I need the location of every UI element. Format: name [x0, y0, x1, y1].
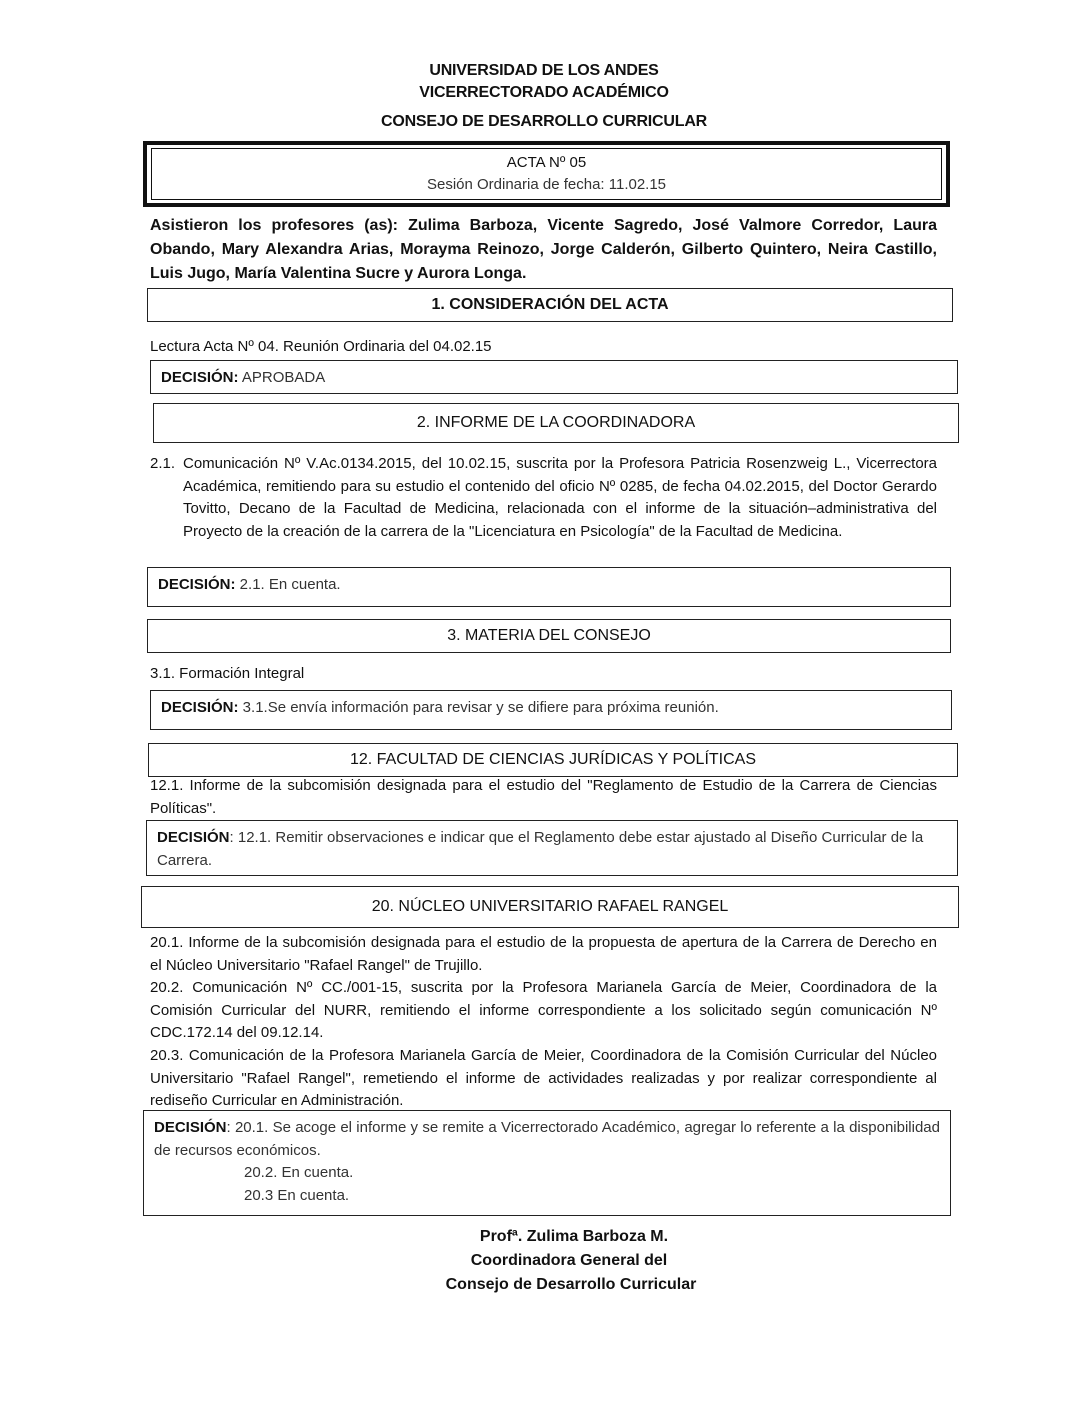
- decision-text: 2.1. En cuenta.: [235, 576, 341, 593]
- section-1-heading: 1. CONSIDERACIÓN DEL ACTA: [147, 288, 953, 322]
- section-3-heading: 3. MATERIA DEL CONSEJO: [147, 619, 951, 653]
- decision-line-2: 20.2. En cuenta.: [244, 1164, 354, 1181]
- decision-text: : 12.1. Remitir observaciones e indicar que el Reglamento debe estar ajustado al Diseño Curricular de la Carrera.: [157, 829, 924, 869]
- section-20-item-2: 20.2. Comunicación Nº CC./001-15, suscrita por la Profesora Marianela García de Meier, Coordinadora de la Comisión Curricular del NURR, remitiendo el informe correspondiente a los solicitado según comunicación Nº CDC.172.14 del 09.12.14.: [150, 979, 937, 1041]
- section-2-heading: 2. INFORME DE LA COORDINADORA: [153, 403, 959, 443]
- section-20-item-3: 20.3. Comunicación de la Profesora Marianela García de Meier, Coordinadora de la Comisión Curricular del Núcleo Universitario "Rafael Rangel", remetiendo el informe de actividades realizadas y por realizar correspondiente al rediseño Curricular en Administración.: [150, 1047, 937, 1109]
- signature-role-1: Coordinadora General del: [470, 1252, 668, 1269]
- signature-role-2: Consejo de Desarrollo Curricular: [445, 1276, 697, 1293]
- decision-text: APROBADA: [238, 369, 326, 386]
- section-12-item: 12.1. Informe de la subcomisión designada para el estudio del "Reglamento de Estudio de la Carrera de Ciencias Políticas".: [150, 777, 937, 817]
- section-1-item: Lectura Acta Nº 04. Reunión Ordinaria del 04.02.15: [150, 338, 492, 355]
- attendees-paragraph: Asistieron los profesores (as): Zulima Barboza, Vicente Sagredo, José Valmore Corredor, Laura Obando, Mary Alexandra Arias, Morayma Reinozo, Jorge Calderón, Gilberto Quintero, Neira Castillo, Luis Jugo, María Valentina Sucre y Aurora Longa.: [150, 217, 937, 282]
- decision-label: DECISIÓN:: [161, 369, 239, 386]
- acta-session: Sesión Ordinaria de fecha: 11.02.15: [426, 176, 667, 193]
- section-2-item-number: 2.1.: [150, 455, 176, 472]
- section-20-decision: [143, 1110, 951, 1216]
- acta-box: [143, 141, 950, 207]
- section-2-item-text: Comunicación Nº V.Ac.0134.2015, del 10.02.15, suscrita por la Profesora Patricia Rosenzweig L., Vicerrectora Académica, remitiendo para su estudio el contenido del oficio Nº 0285, de fecha 04.02.2015, del Doctor Gerardo Tovitto, Decano de la Facultad de Medicina, relacionada con el informe de la situación–administrativa del Proyecto de la creación de la carrera de la "Licenciatura en Psicología" de la Facultad de Medicina.: [183, 455, 937, 540]
- section-1-decision: [150, 360, 958, 394]
- council-name: CONSEJO DE DESARROLLO CURRICULAR: [380, 113, 708, 130]
- section-12-heading: 12. FACULTAD DE CIENCIAS JURÍDICAS Y POLÍTICAS: [148, 743, 958, 777]
- vice-rectorate: VICERRECTORADO ACADÉMICO: [419, 84, 669, 101]
- decision-text: 3.1.Se envía información para revisar y se difiere para próxima reunión.: [238, 699, 719, 716]
- acta-title: ACTA Nº 05: [506, 154, 587, 171]
- section-3-decision: [150, 690, 952, 730]
- decision-label: DECISIÓN:: [161, 699, 239, 716]
- decision-label: DECISIÓN: [157, 829, 230, 846]
- decision-text: : 20.1. Se acoge el informe y se remite a Vicerrectorado Académico, agregar lo referente a la disponibilidad de recursos económicos.: [154, 1119, 940, 1159]
- decision-line-3: 20.3 En cuenta.: [244, 1186, 350, 1204]
- section-20-heading: 20. NÚCLEO UNIVERSITARIO RAFAEL RANGEL: [141, 886, 959, 928]
- section-12-decision: [146, 820, 958, 876]
- section-20-item-1: 20.1. Informe de la subcomisión designada para el estudio de la propuesta de apertura de la Carrera de Derecho en el Núcleo Universitario "Rafael Rangel" de Trujillo.: [150, 934, 937, 974]
- section-2-decision: [147, 567, 951, 607]
- section-3-item: 3.1. Formación Integral: [150, 665, 305, 682]
- university-name: UNIVERSIDAD DE LOS ANDES: [429, 62, 659, 79]
- signature-name: Profª. Zulima Barboza M.: [479, 1228, 669, 1245]
- decision-label: DECISIÓN:: [158, 576, 236, 593]
- decision-label: DECISIÓN: [154, 1119, 227, 1136]
